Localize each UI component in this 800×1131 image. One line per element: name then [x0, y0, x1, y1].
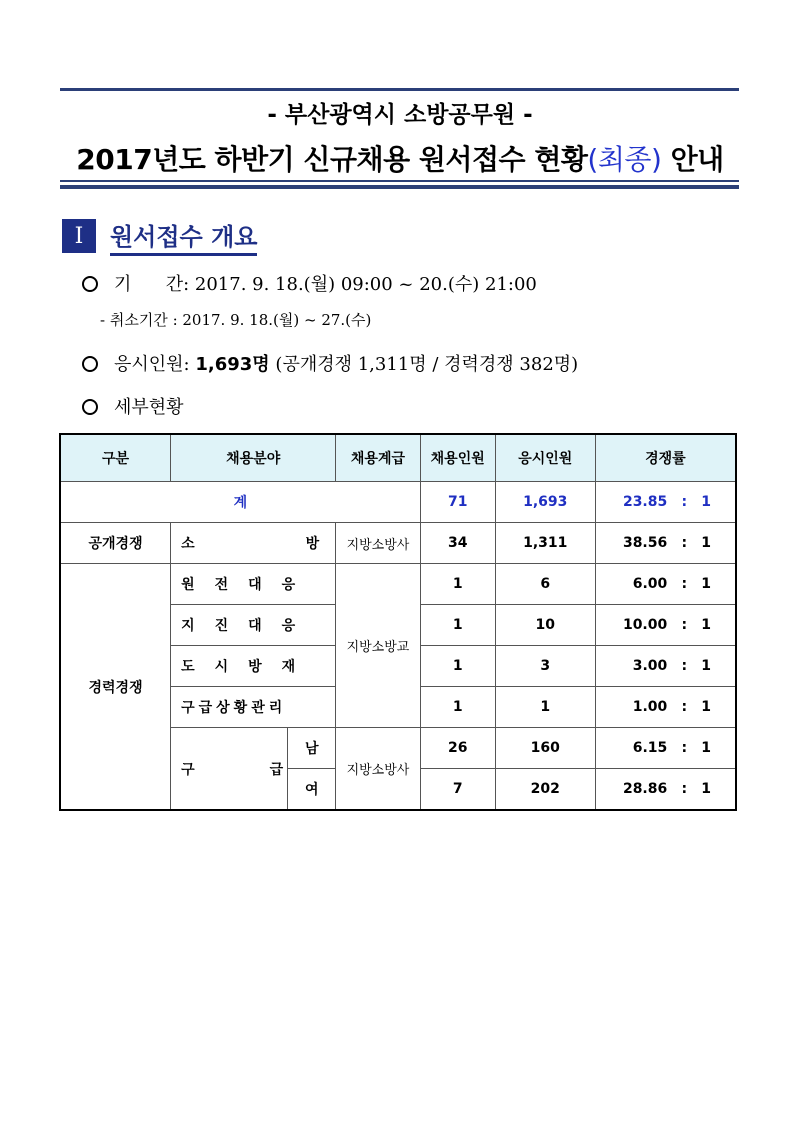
cell-apply: 160 [495, 728, 595, 769]
cell-field: 구 급 [171, 728, 288, 811]
cell-ratio [595, 523, 736, 564]
total-ratio [595, 482, 736, 523]
cell-field: 구급상황관리 [171, 687, 336, 728]
ratio-sep: : [681, 494, 688, 510]
ratio-sep: : [681, 699, 688, 715]
ratio-one: 1 [701, 576, 711, 592]
ratio-value: 1.00 [632, 699, 668, 715]
ratio-value: 6.00 [632, 576, 668, 592]
header-category: 구분 [60, 434, 171, 482]
applicants-total: 1,693명 [195, 354, 270, 375]
total-hire: 71 [420, 482, 495, 523]
table-row [60, 523, 736, 564]
cell-hire: 7 [420, 769, 495, 811]
cell-field: 소 방 [171, 523, 336, 564]
cell-field: 지진대응 [171, 605, 336, 646]
cell-ratio [595, 646, 736, 687]
ratio-one: 1 [701, 781, 711, 797]
applicants-line [82, 350, 578, 376]
cell-ratio [595, 769, 736, 811]
cell-ratio [595, 605, 736, 646]
cell-apply: 3 [495, 646, 595, 687]
total-apply: 1,693 [495, 482, 595, 523]
bullet-circle-icon [82, 276, 98, 292]
cancel-period: - 취소기간 : 2017. 9. 18.(월) ~ 27.(수) [100, 311, 372, 329]
cell-apply: 10 [495, 605, 595, 646]
section-heading [62, 218, 257, 254]
header-top-rule [60, 88, 739, 91]
cell-hire: 1 [420, 605, 495, 646]
ratio-sep: : [681, 535, 688, 551]
bullet-circle-icon [82, 399, 98, 415]
cell-field: 원전대응 [171, 564, 336, 605]
details-line [82, 393, 184, 419]
cell-apply: 1,311 [495, 523, 595, 564]
cell-sub: 여 [288, 769, 336, 811]
ratio-value: 6.15 [632, 740, 668, 756]
ratio-sep: : [681, 617, 688, 633]
ratio-sep: : [681, 576, 688, 592]
cell-sub: 남 [288, 728, 336, 769]
period-line [82, 270, 537, 296]
title-tail: 안내 [661, 143, 724, 176]
ratio-one: 1 [701, 494, 711, 510]
section-number: I [62, 219, 96, 253]
table-row-total [60, 482, 736, 523]
page-subtitle: - 부산광역시 소방공무원 - [267, 102, 533, 128]
ratio-sep: : [681, 740, 688, 756]
cell-category: 공개경쟁 [60, 523, 171, 564]
ratio-sep: : [681, 781, 688, 797]
header-ratio: 경쟁률 [595, 434, 736, 482]
ratio-value: 23.85 [622, 494, 668, 510]
page-title [0, 138, 800, 178]
ratio-value: 28.86 [622, 781, 668, 797]
details-label: 세부현황 [114, 397, 184, 418]
cell-ratio [595, 687, 736, 728]
cell-hire: 1 [420, 687, 495, 728]
cell-hire: 26 [420, 728, 495, 769]
cell-ratio [595, 728, 736, 769]
table-header-row [60, 434, 736, 482]
recruitment-status-table [59, 433, 737, 811]
header-bottom-rule-thick [60, 185, 739, 189]
ratio-one: 1 [701, 535, 711, 551]
bullet-circle-icon [82, 356, 98, 372]
title-main: 2017년도 하반기 신규채용 원서접수 현황 [76, 143, 588, 176]
table-row [60, 564, 736, 605]
ratio-one: 1 [701, 740, 711, 756]
cell-apply: 6 [495, 564, 595, 605]
header-hire: 채용인원 [420, 434, 495, 482]
header-apply: 응시인원 [495, 434, 595, 482]
applicants-detail: (공개경쟁 1,311명 / 경력경쟁 382명) [275, 354, 579, 375]
period-value: 2017. 9. 18.(월) 09:00 ~ 20.(수) 21:00 [194, 274, 537, 295]
total-label: 계 [60, 482, 420, 523]
cell-apply: 202 [495, 769, 595, 811]
section-title: 원서접수 개요 [110, 217, 257, 256]
cell-hire: 1 [420, 564, 495, 605]
ratio-sep: : [681, 658, 688, 674]
ratio-one: 1 [701, 699, 711, 715]
cell-field: 도시방재 [171, 646, 336, 687]
cell-hire: 34 [420, 523, 495, 564]
ratio-value: 38.56 [622, 535, 668, 551]
header-rank: 채용계급 [336, 434, 420, 482]
cell-apply: 1 [495, 687, 595, 728]
cell-rank: 지방소방교 [336, 564, 420, 728]
applicants-label: 응시인원: [114, 354, 190, 375]
title-final: (최종) [587, 143, 662, 176]
ratio-one: 1 [701, 617, 711, 633]
header-bottom-rule [60, 180, 739, 182]
cell-hire: 1 [420, 646, 495, 687]
cell-rank: 지방소방사 [336, 523, 420, 564]
cell-category: 경력경쟁 [60, 564, 171, 811]
ratio-one: 1 [701, 658, 711, 674]
cell-rank: 지방소방사 [336, 728, 420, 811]
cell-ratio [595, 564, 736, 605]
ratio-value: 3.00 [632, 658, 668, 674]
period-label: 기 간: [114, 274, 190, 295]
header-field: 채용분야 [171, 434, 336, 482]
ratio-value: 10.00 [622, 617, 668, 633]
